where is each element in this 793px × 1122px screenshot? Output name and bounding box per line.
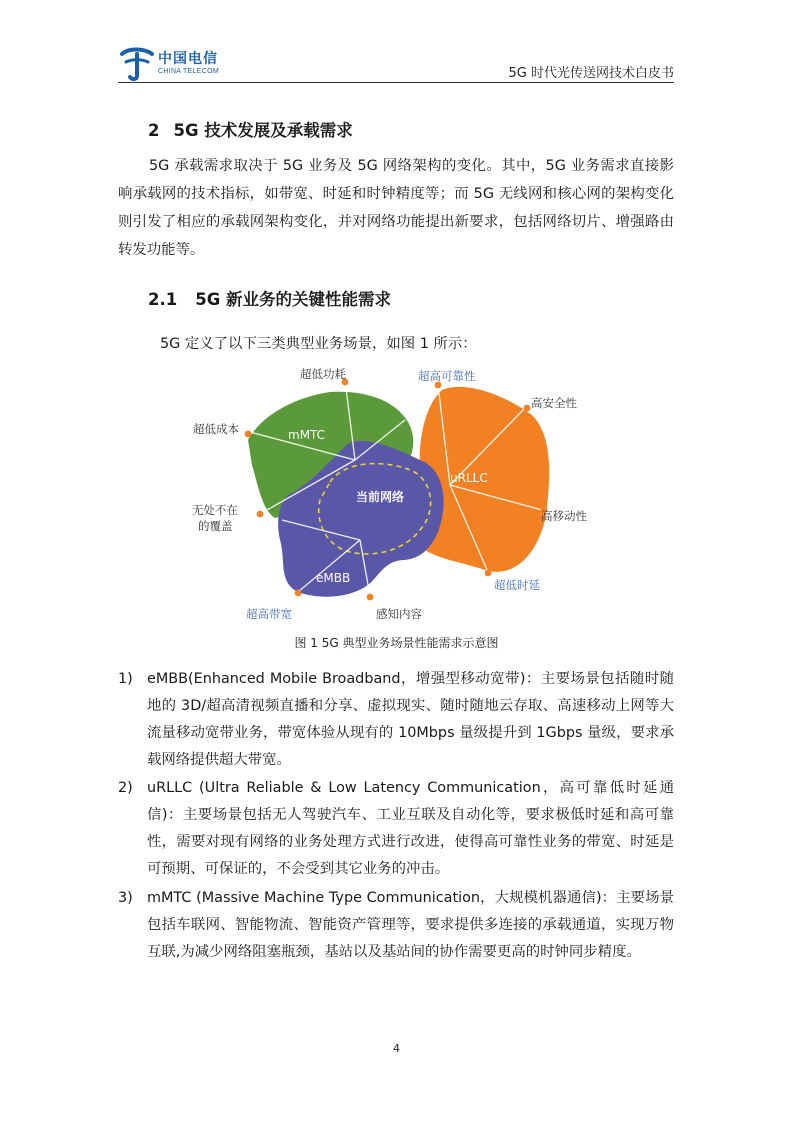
dot-ultra-low-cost xyxy=(245,431,252,438)
dot-perceived-content xyxy=(367,594,374,601)
label-ultra-low-power: 超低功耗 xyxy=(300,367,346,381)
page-number: 4 xyxy=(393,1042,400,1055)
scenario-diagram xyxy=(180,360,620,628)
label-ubiquitous-coverage-line1: 无处不在 xyxy=(192,503,238,517)
china-telecom-logo xyxy=(118,44,238,84)
label-mmtc: mMTC xyxy=(288,428,326,442)
dot-high-security xyxy=(524,405,531,412)
section-2-heading xyxy=(148,117,353,141)
list-item-urllc xyxy=(118,775,674,883)
label-ultra-low-latency: 超低时延 xyxy=(494,578,540,592)
list-number: 1) xyxy=(118,671,133,687)
label-ultra-high-bandwidth: 超高带宽 xyxy=(246,607,292,621)
logo-text-cn: 中国电信 xyxy=(158,51,218,67)
label-perceived-content: 感知内容 xyxy=(376,607,422,621)
label-embb: eMBB xyxy=(316,571,351,585)
section-2-title: 5G 技术发展及承载需求 xyxy=(173,121,353,140)
header-divider xyxy=(118,82,674,83)
logo-text-en: CHINA TELECOM xyxy=(158,68,219,75)
document-title: 5G 时代光传送网技术白皮书 xyxy=(508,66,674,81)
section-2-1-title: 5G 新业务的关键性能需求 xyxy=(195,290,392,309)
section-2-paragraph: 5G 承载需求取决于 5G 业务及 5G 网络架构的变化。其中，5G 业务需求直接影响承载网的技术指标，如带宽、时延和时钟精度等；而 5G 无线网和核心网的架构变化则引发了相应的承载网架构变化，并对网络功能提出新要求，包括网络切片、增强路由转发功能等。 xyxy=(118,158,674,258)
label-ultra-high-reliability: 超高可靠性 xyxy=(418,369,476,383)
label-urllc: uRLLC xyxy=(450,471,488,485)
figure-caption: 图 1 5G 典型业务场景性能需求示意图 xyxy=(294,636,499,650)
label-ubiquitous-coverage-line2: 的覆盖 xyxy=(198,519,233,533)
section-2-number: 2 xyxy=(148,121,160,140)
dot-ultra-high-bandwidth xyxy=(295,590,302,597)
china-telecom-logo-icon xyxy=(118,44,158,82)
list-text: uRLLC (Ultra Reliable & Low Latency Communication，高可靠低时延通信)：主要场景包括无人驾驶汽车、工业互联及自动化等，要求极低时延和高可靠性，需要对现有网络的业务处理方式进行改进，使得高可靠性业务的带宽、时延是可预期、可保证的，不会受到其它业务的冲击。 xyxy=(147,780,674,877)
list-text: eMBB(Enhanced Mobile Broadband，增强型移动宽带)：主要场景包括随时随地的 3D/超高清视频直播和分享、虚拟现实、随时随地云存取、高速移动上网等大流量移动宽带业务，带宽体验从现有的 10Mbps 量级提升到 1Gbps 量级，要求承载网络提供超大带宽。 xyxy=(147,671,674,768)
section-2-1-number: 2.1 xyxy=(148,290,178,309)
label-current-network: 当前网络 xyxy=(356,490,405,504)
list-item-mmtc xyxy=(118,885,674,966)
list-item-embb xyxy=(118,666,674,774)
dot-ubiquitous-coverage xyxy=(257,511,264,518)
label-ultra-low-cost: 超低成本 xyxy=(193,422,239,436)
label-high-security: 高安全性 xyxy=(531,396,577,410)
dot-ultra-low-latency xyxy=(485,570,492,577)
list-text: mMTC (Massive Machine Type Communication，大规模机器通信)：主要场景包括车联网、智能物流、智能资产管理等，要求提供多连接的承载通道，实现万物互联,为减少网络阻塞瓶颈，基站以及基站间的协作需要更高的时钟同步精度。 xyxy=(147,890,674,960)
list-number: 3) xyxy=(118,890,133,906)
list-number: 2) xyxy=(118,780,133,796)
section-2-1-heading xyxy=(148,286,391,310)
label-high-mobility: 高移动性 xyxy=(541,509,587,523)
section-2-1-paragraph: 5G 定义了以下三类典型业务场景，如图 1 所示： xyxy=(160,336,477,352)
